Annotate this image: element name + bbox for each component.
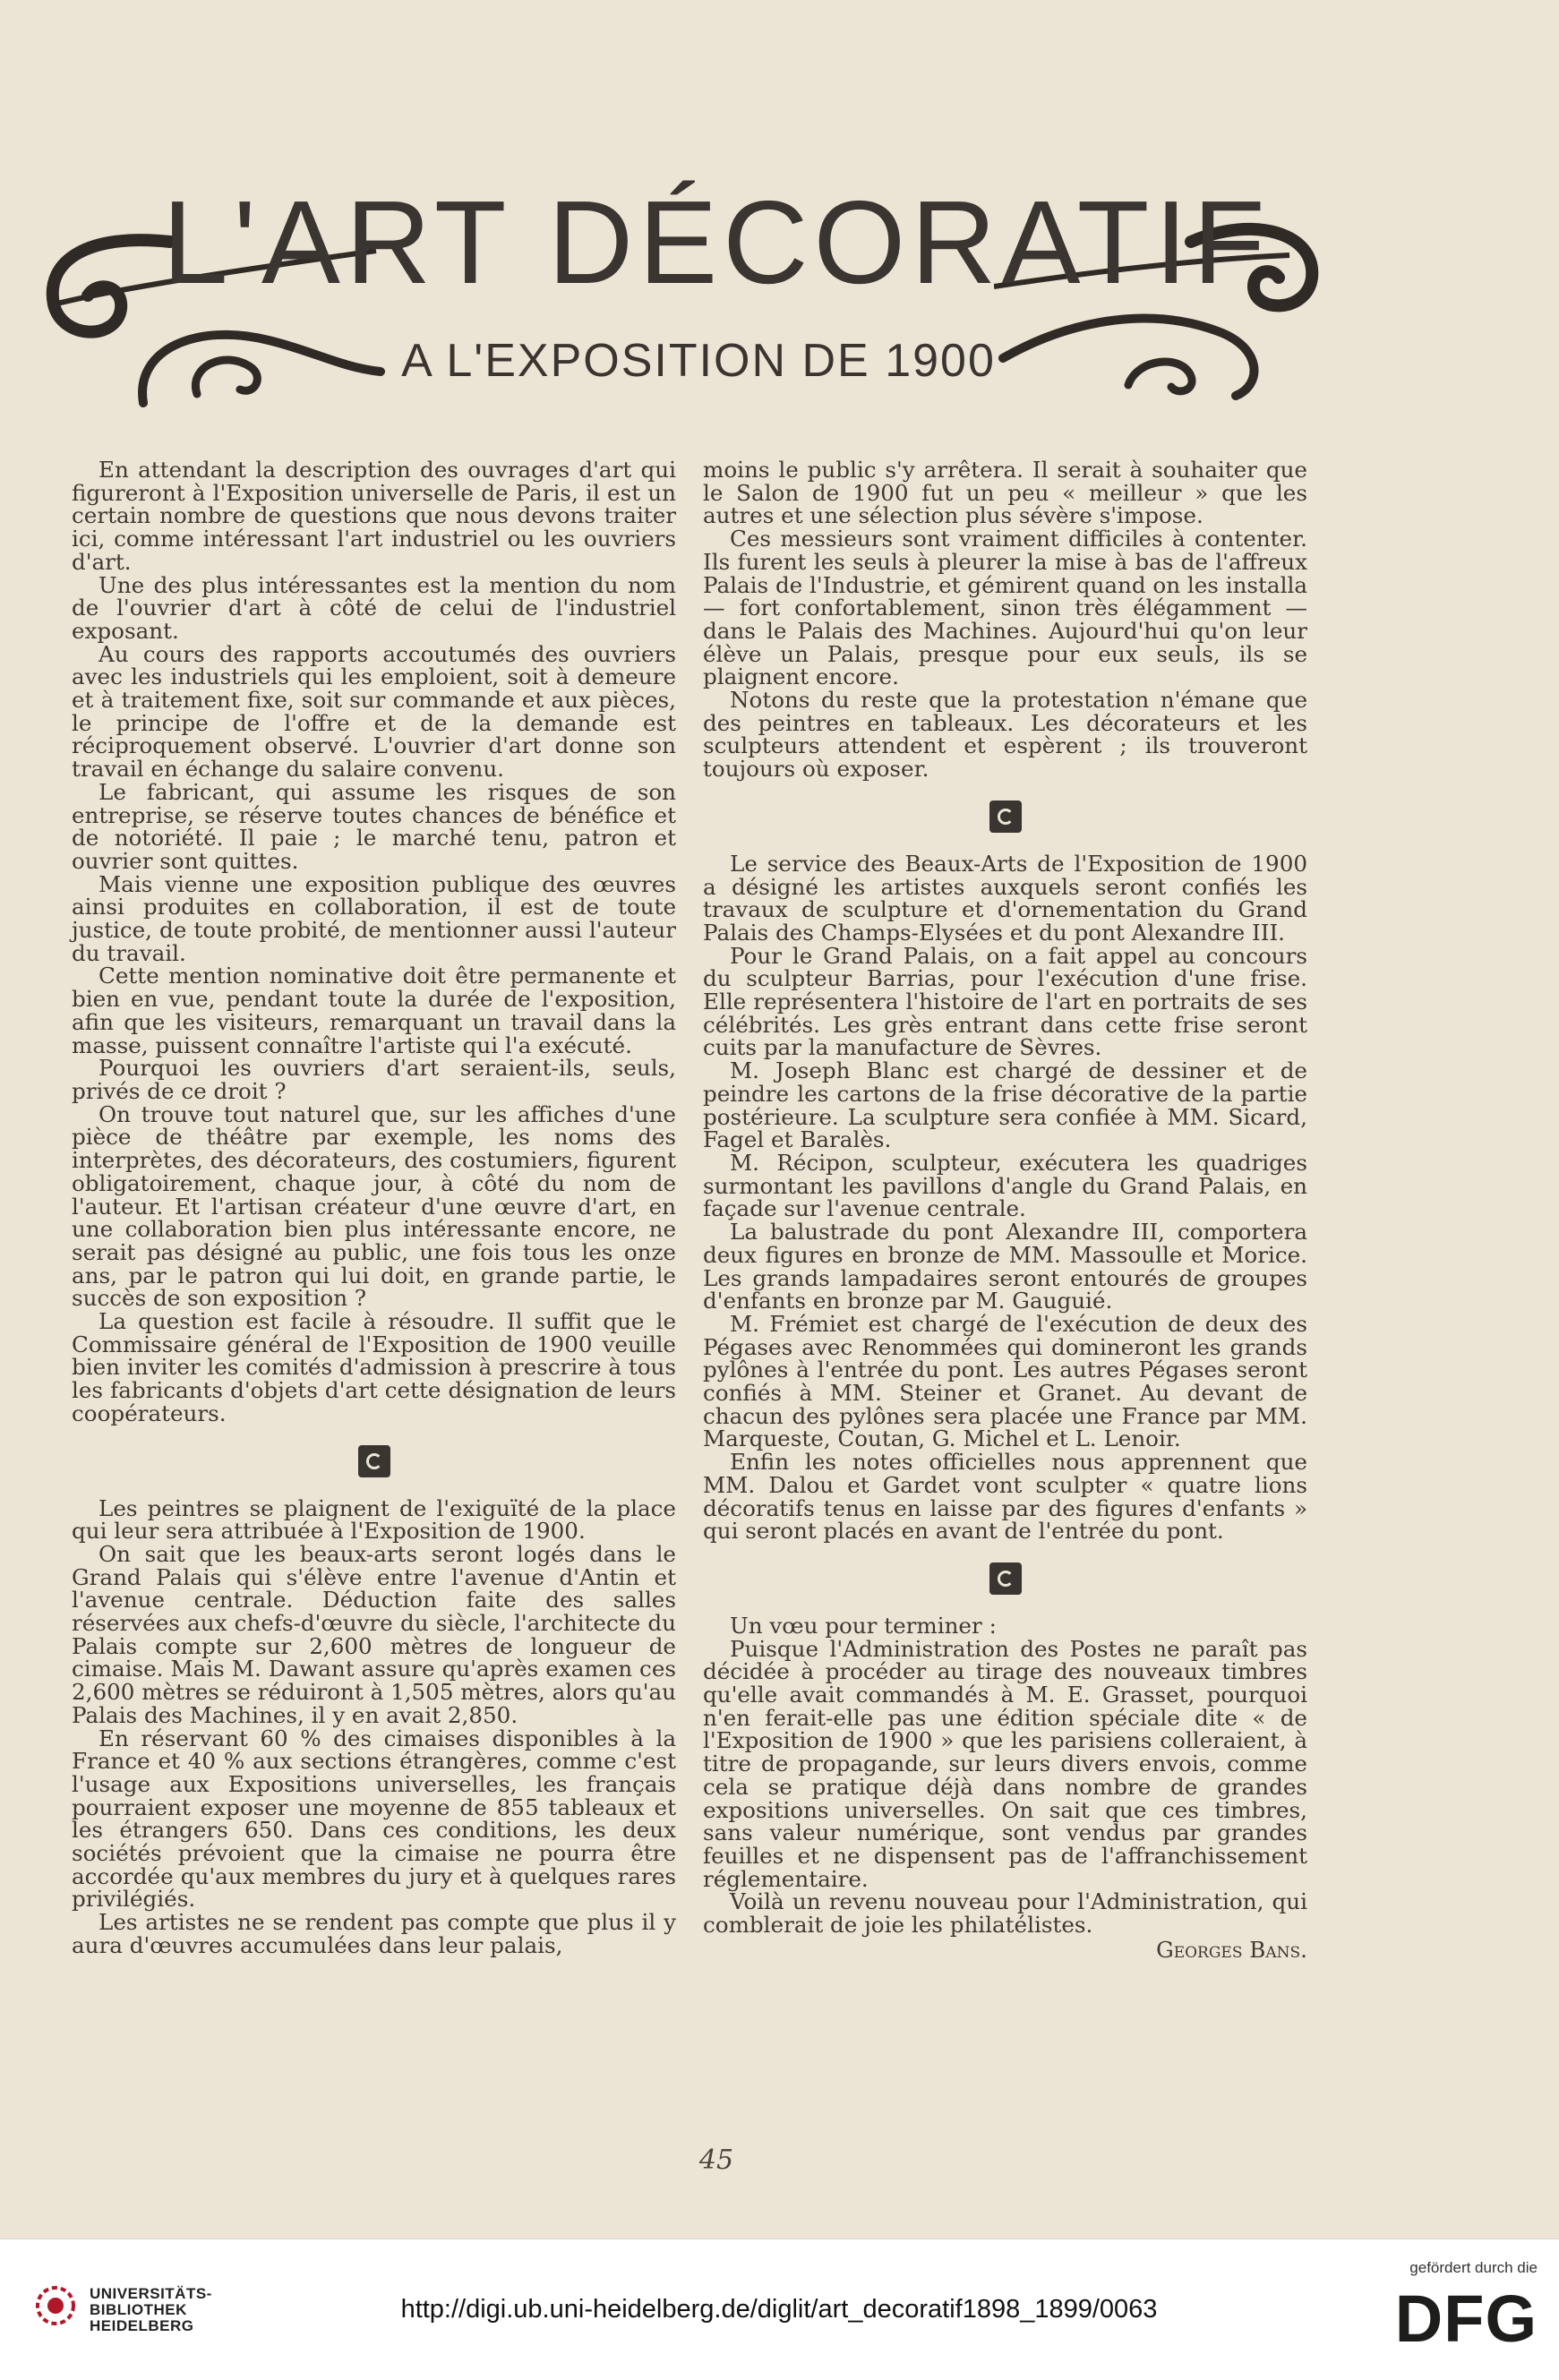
paragraph: Voilà un revenu nouveau pour l'Administration, qui comblerait de joie les philatélistes. [703, 1888, 1307, 1939]
paragraph: Notons du reste que la protestation n'émane que des peintres en tableaux. Les décorateurs et les sculpteurs attendent et espèrent ; ils trouveront toujours où exposer. [703, 687, 1307, 783]
paragraph: Une des plus intéressantes est la mention du nom de l'ouvrier d'art à côté de celui de l'industriel exposant. [72, 571, 676, 644]
left-column [72, 458, 676, 1957]
institution-line: BIBLIOTHEK [90, 2301, 187, 2318]
paragraph: On sait que les beaux-arts seront logés dans le Grand Palais qui s'élève entre l'avenue d'Antin et l'avenue centrale. Déduction faite des salles réservées aux chefs-d'œuvre du siècle, l'architecte du Palais compte sur 2,600 mètres de longueur de cimaise. Mais M. Dawant assure qu'après examen ces 2,600 mètres se réduiront à 1,505 mètres, alors qu'au Palais des Machines, il y en avait 2,850. [72, 1540, 676, 1728]
permalink-url[interactable]: http://digi.ub.uni-heidelberg.de/diglit/art_decoratif1898_1899/0063 [400, 2295, 1158, 2324]
digitization-footer [0, 2239, 1559, 2380]
sponsor-label: gefördert durch die [1409, 2259, 1538, 2276]
paragraph: Les artistes ne se rendent pas compte que plus il y aura d'œuvres accumulées dans leur palais, [72, 1909, 676, 1958]
paragraph: M. Frémiet est chargé de l'exécution de deux des Pégases avec Renommées qui domineront les grands pylônes à l'entrée du pont. Les autres Pégases seront confiés à MM. Steiner et Granet. Au devant de chacun des pylônes sera placée une France par MM. Marqueste, Coutan, G. Michel et L. Lenoir. [703, 1310, 1307, 1452]
article-subtitle: A L'EXPOSITION DE 1900 [401, 335, 996, 387]
paragraph: Cette mention nominative doit être permanente et bien en vue, pendant toute la durée de l'exposition, afin que les visiteurs, remarquant un travail dans la masse, puissent connaître l'artiste qui l'a exécuté. [72, 963, 676, 1058]
paragraph: Mais vienne une exposition publique des œuvres ainsi produites en collaboration, il est de toute justice, de toute probité, de mentionner aussi l'auteur du travail. [72, 870, 676, 966]
paragraph: Le fabricant, qui assume les risques de son entreprise, se réserve toutes chances de bénéfice et de notoriété. Il paie ; le marché tenu, patron et ouvrier sont quittes. [72, 778, 676, 874]
paragraph: Au cours des rapports accoutumés des ouvriers avec les industriels qui les emploient, soit à demeure et à traitement fixe, soit sur commande et aux pièces, le principe de l'offre et de la demande est réciproquement observé. L'ouvrier d'art donne son travail en échange du salaire convenu. [72, 640, 676, 783]
paragraph: Pour le Grand Palais, on a fait appel au concours du sculpteur Barrias, pour l'exécution d'une frise. Elle représentera l'histoire de l'art en portraits de ses célébrités. Les grès entrant dans cette frise seront cuits par la manufacture de Sèvres. [703, 942, 1307, 1061]
paragraph: La question est facile à résoudre. Il suffit que le Commissaire général de l'Exposition de 1900 veuille bien inviter les comités d'admission à prescrire à tous les fabricants d'objets d'art cette désignation de leurs coopérateurs. [72, 1308, 676, 1426]
author-signature: Georges Bans. [1156, 1936, 1307, 1963]
paragraph: Ces messieurs sont vraiment difficiles à contenter. Ils furent les seuls à pleurer la mise à bas de l'affreux Palais de l'Industrie, et gémirent quand on les installa — fort confortablement, sinon très élégamment — dans le Palais des Machines. Aujourd'hui qu'on leur élève un Palais, presque pour eux seuls, ils se plaignent encore. [703, 526, 1307, 690]
institution-name [90, 2286, 212, 2334]
paragraph: En réservant 60 % des cimaises disponibles à la France et 40 % aux sections étrangères, comme c'est l'usage aux Expositions universelles, les français pourraient exposer une moyenne de 855 tableaux et les étrangers 650. Dans ces conditions, les deux sociétés prévoient que la cimaise ne pourra être accordée qu'aux membres du jury et à quelques rares privilégiés. [72, 1725, 676, 1913]
paragraph: La balustrade du pont Alexandre III, comportera deux figures en bronze de MM. Massoulle et Morice. Les grands lampadaires seront entourés de groupes d'enfants en bronze par M. Gauguié. [703, 1219, 1307, 1314]
section-separator-icon [989, 800, 1022, 833]
right-column [703, 458, 1307, 1961]
paragraph: Enfin les notes officielles nous apprennent que MM. Dalou et Gardet vont sculpter « quatre lions décoratifs tenus en laisse par des figures d'enfants » qui seront placés en avant de l'entrée du pont. [703, 1449, 1307, 1545]
page-number: 45 [698, 2145, 734, 2176]
section-separator-icon [989, 1562, 1022, 1595]
section-separator-icon [358, 1445, 390, 1477]
paragraph: Le service des Beaux-Arts de l'Exposition de 1900 a désigné les artistes auxquels seront confiés les travaux de sculpture et d'ornementation du Grand Palais des Champs-Elysées et du pont Alexandre III. [703, 850, 1307, 946]
university-seal-icon [34, 2284, 77, 2327]
paragraph: En attendant la description des ouvrages d'art qui figureront à l'Exposition universelle de Paris, il est un certain nombre de questions que nous devons traiter ici, comme intéressant l'art industriel ou les ouvriers d'art. [72, 457, 676, 575]
article-title: L'ART DÉCORATIF [162, 176, 1271, 308]
paragraph: Pourquoi les ouvriers d'art seraient-ils, seuls, privés de ce droit ? [72, 1055, 676, 1104]
paragraph: On trouve tout naturel que, sur les affiches d'une pièce de théâtre par exemple, les noms des interprètes, des décorateurs, des costumiers, figurent obligatoirement, chaque jour, à côté du nom de l'auteur. Et l'artisan créateur d'une œuvre d'art, en une collaboration bien plus intéressante encore, ne serait pas désigné au public, une fois tous les onze ans, par le patron qui lui doit, en grande partie, le succès de son exposition ? [72, 1100, 676, 1312]
paragraph: Puisque l'Administration des Postes ne paraît pas décidée à procéder au tirage des nouveaux timbres qu'elle avait commandés à M. E. Grasset, pourquoi n'en ferait-elle pas une édition spéciale dite « de l'Exposition de 1900 » que les parisiens colleraient, à titre de propagande, sur leurs divers envois, comme cela se pratique déjà dans nombre de grandes expositions universelles. On sait que ces timbres, sans valeur numérique, sont vendus par grandes feuilles et ne dispensent pas de l'affranchissement réglementaire. [703, 1635, 1307, 1892]
paragraph: M. Joseph Blanc est chargé de dessiner et de peindre les cartons de la frise décorative de la partie postérieure. La sculpture sera confiée à MM. Sicard, Fagel et Baralès. [703, 1057, 1307, 1153]
institution-line: HEIDELBERG [90, 2317, 194, 2334]
paragraph: Les peintres se plaignent de l'exiguïté de la place qui leur sera attribuée à l'Exposition de 1900. [72, 1494, 676, 1545]
paragraph: M. Récipon, sculpteur, exécutera les quadriges surmontant les pavillons d'angle du Grand Palais, en façade sur l'avenue centrale. [703, 1149, 1307, 1222]
paragraph: Un vœu pour terminer : [730, 1612, 997, 1639]
institution-line: UNIVERSITÄTS- [90, 2285, 212, 2302]
dfg-logo: DFG [1394, 2282, 1538, 2356]
paragraph: moins le public s'y arrêtera. Il serait à souhaiter que le Salon de 1900 fut un peu « meilleur » que les autres et une sélection plus sévère s'impose. [703, 457, 1307, 529]
